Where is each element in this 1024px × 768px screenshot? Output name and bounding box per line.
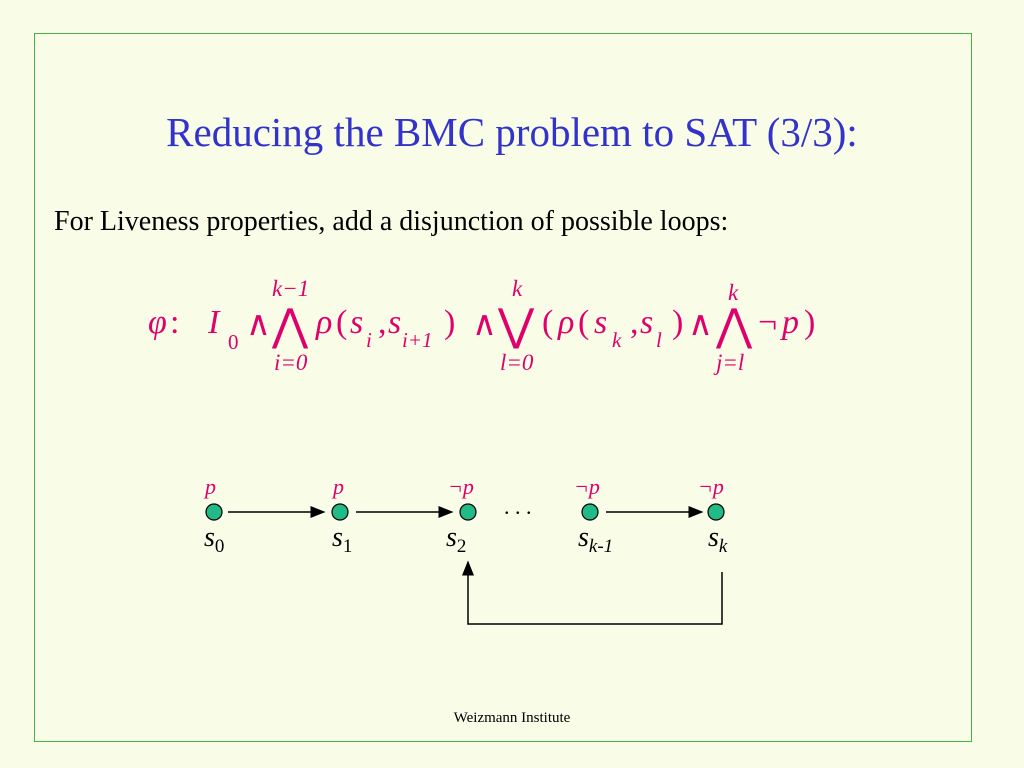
formula-comma-1: ,	[378, 304, 387, 341]
prop-label: ¬p	[574, 474, 600, 499]
liveness-formula	[0, 270, 1024, 380]
state-base: s	[204, 522, 215, 553]
formula-s-2: s	[388, 304, 402, 341]
slide-title: Reducing the BMC problem to SAT (3/3):	[166, 109, 858, 155]
formula-open-3: (	[578, 304, 590, 341]
state-node	[460, 504, 476, 520]
state-sub: 0	[214, 536, 225, 557]
formula-and-3: ∧	[688, 306, 713, 343]
formula-and-1: ∧	[246, 306, 271, 343]
formula-and-2: ∧	[472, 306, 497, 343]
formula-upper-2: k	[512, 276, 523, 301]
state-node	[206, 504, 222, 520]
state-sub: k-1	[588, 536, 614, 557]
state-sub: 2	[456, 536, 467, 557]
formula-rho-2: ρ	[558, 304, 575, 341]
formula-lower-3: j=l	[716, 350, 745, 375]
prop-label: ¬p	[698, 474, 724, 499]
ellipsis: . . .	[504, 494, 532, 519]
formula-lower-1: i=0	[274, 350, 308, 375]
formula-colon: :	[170, 304, 180, 341]
formula-s-1: s	[350, 304, 364, 341]
formula-rho-1: ρ	[316, 304, 333, 341]
formula-open-1: (	[336, 304, 348, 341]
formula-I: I	[208, 304, 220, 341]
state-node	[708, 504, 724, 520]
state-node	[582, 504, 598, 520]
prop-label: ¬p	[448, 474, 474, 499]
formula-close-2: )	[672, 304, 684, 341]
state-base: s	[446, 522, 457, 553]
formula-p: p	[782, 304, 799, 341]
formula-not: ¬	[758, 304, 778, 341]
formula-s-3: s	[594, 304, 608, 341]
state-diagram	[0, 460, 1024, 640]
state-node	[332, 504, 348, 520]
state-base: s	[578, 522, 589, 553]
state-base: s	[332, 522, 343, 553]
formula-s-1-sub: i	[366, 328, 372, 352]
formula-big-and-2: ⋀	[716, 301, 753, 350]
state-label	[332, 522, 352, 558]
diagram-graphics	[0, 460, 1024, 640]
formula-phi: φ	[148, 304, 167, 341]
formula-close-3: )	[804, 304, 816, 341]
state-base: s	[708, 522, 719, 553]
state-label	[204, 522, 224, 558]
body-text: For Liveness properties, add a disjunction of possible loops:	[54, 206, 729, 237]
formula-s-3-sub: k	[612, 328, 622, 352]
formula-I-sub: 0	[228, 330, 239, 354]
formula-close-1: )	[444, 304, 456, 341]
formula-lower-2: l=0	[500, 350, 534, 375]
formula-s-4: s	[640, 304, 654, 341]
formula-s-2-sub: i+1	[402, 328, 433, 352]
formula-s-4-sub: l	[656, 328, 662, 352]
formula-big-or: ⋁	[498, 301, 535, 350]
prop-label: p	[333, 474, 344, 499]
formula-upper-3: k	[728, 280, 739, 305]
state-sub: 1	[342, 536, 353, 557]
formula-open-2: (	[542, 304, 554, 341]
footer-text: Weizmann Institute	[453, 710, 571, 726]
formula-big-and-1: ⋀	[272, 301, 309, 350]
state-label	[446, 522, 466, 558]
loop-back-arrow	[468, 562, 722, 624]
state-label	[708, 522, 727, 558]
prop-label: p	[205, 474, 216, 499]
formula-comma-2: ,	[630, 304, 639, 341]
state-label	[578, 522, 613, 558]
formula-upper-1: k−1	[272, 276, 310, 301]
state-sub: k	[718, 536, 728, 557]
